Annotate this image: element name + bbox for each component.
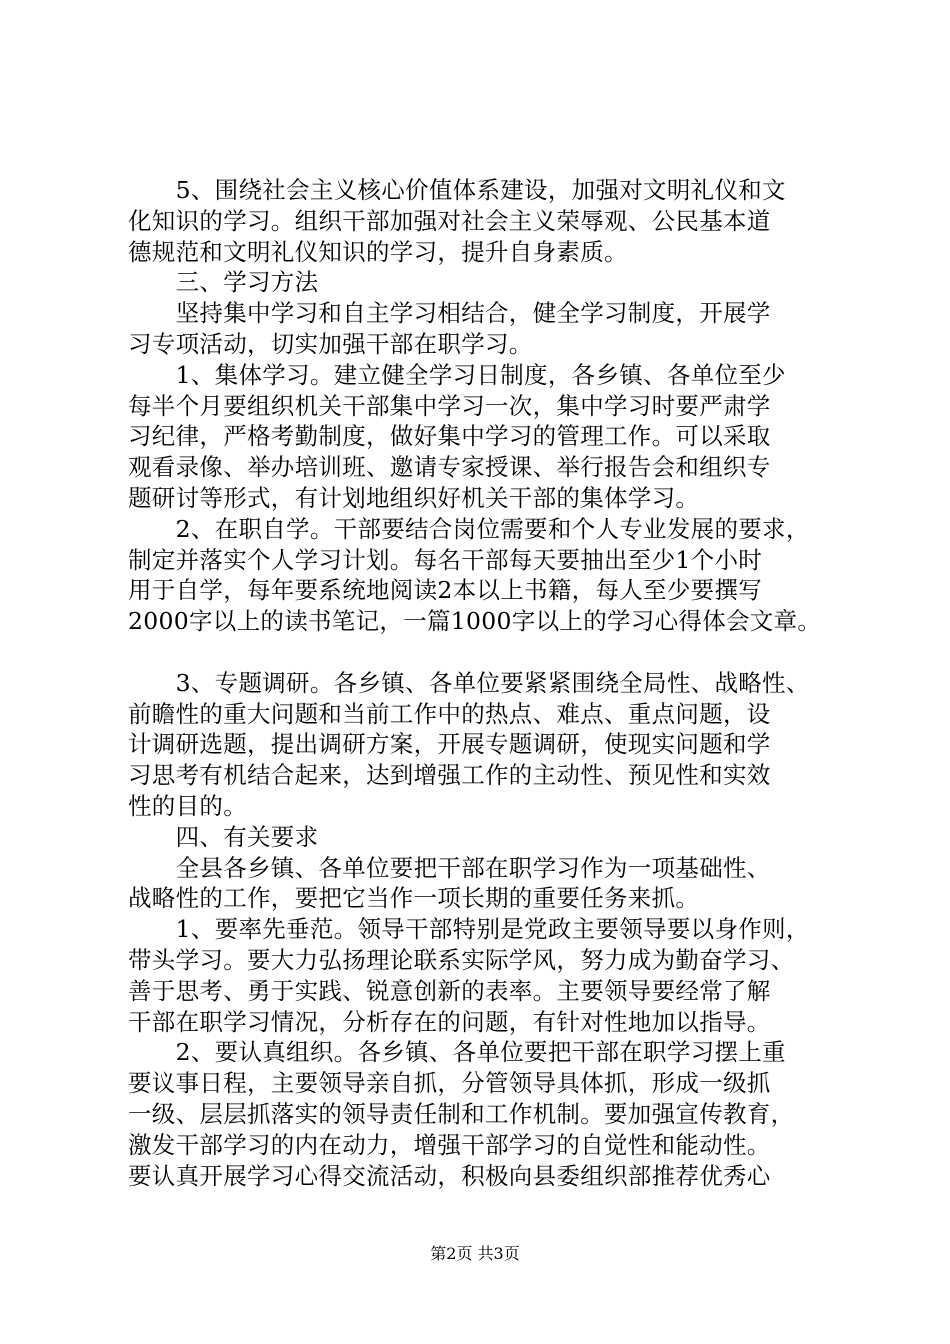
text-line: 德规范和文明礼仪知识的学习，提升自身素质。 <box>128 237 628 266</box>
page-footer: 第2页 共3页 <box>430 1244 520 1263</box>
text-line: 全县各乡镇、各单位要把干部在职学习作为一项基础性、 <box>128 853 771 882</box>
text-line: 2000字以上的读书笔记，一篇1000字以上的学习心得体会文章。 <box>128 607 822 636</box>
text-line: 习专项活动，切实加强干部在职学习。 <box>128 329 533 358</box>
text-line: 计调研选题，提出调研方案，开展专题调研，使现实问题和学 <box>128 730 771 759</box>
text-line: 战略性的工作，要把它当作一项长期的重要任务来抓。 <box>128 884 700 913</box>
text-line: 每半个月要组织机关干部集中学习一次，集中学习时要严肃学 <box>128 391 771 420</box>
text-line: 化知识的学习。组织干部加强对社会主义荣辱观、公民基本道 <box>128 206 771 235</box>
text-line: 3、专题调研。各乡镇、各单位要紧紧围绕全局性、战略性、 <box>128 668 810 697</box>
text-line: 前瞻性的重大问题和当前工作中的热点、难点、重点问题，设 <box>128 699 771 728</box>
text-line: 一级、层层抓落实的领导责任制和工作机制。要加强宣传教育， <box>128 1099 795 1128</box>
text-line: 坚持集中学习和自主学习相结合，健全学习制度，开展学 <box>128 299 771 328</box>
text-line: 要议事日程，主要领导亲自抓，分管领导具体抓，形成一级抓 <box>128 1069 771 1098</box>
text-line: 要认真开展学习心得交流活动，积极向县委组织部推荐优秀心 <box>128 1161 771 1190</box>
text-line: 激发干部学习的内在动力，增强干部学习的自觉性和能动性。 <box>128 1130 771 1159</box>
text-line: 2、在职自学。干部要结合岗位需要和个人专业发展的要求， <box>128 514 810 543</box>
blank-line <box>128 637 848 668</box>
text-line: 三、学习方法 <box>128 268 319 297</box>
text-line: 制定并落实个人学习计划。每名干部每天要抽出至少1个小时 <box>128 545 763 574</box>
text-line: 性的目的。 <box>128 791 247 820</box>
text-line: 习纪律，严格考勤制度，做好集中学习的管理工作。可以采取 <box>128 422 771 451</box>
text-line: 用于自学，每年要系统地阅读2本以上书籍，每人至少要撰写 <box>128 576 763 605</box>
text-line: 1、要率先垂范。领导干部特别是党政主要领导要以身作则， <box>128 915 810 944</box>
text-line: 题研讨等形式，有计划地组织好机关干部的集体学习。 <box>128 483 700 512</box>
text-line: 2、要认真组织。各乡镇、各单位要把干部在职学习摆上重 <box>128 1038 786 1067</box>
text-line: 习思考有机结合起来，达到增强工作的主动性、预见性和实效 <box>128 761 771 790</box>
text-line: 5、围绕社会主义核心价值体系建设，加强对文明礼仪和文 <box>128 176 786 204</box>
text-line: 观看录像、举办培训班、邀请专家授课、举行报告会和组织专 <box>128 453 771 482</box>
text-line: 善于思考、勇于实践、锐意创新的表率。主要领导要经常了解 <box>128 976 771 1005</box>
text-line: 带头学习。要大力弘扬理论联系实际学风，努力成为勤奋学习、 <box>128 945 795 974</box>
text-line: 1、集体学习。建立健全学习日制度，各乡镇、各单位至少 <box>128 360 786 389</box>
text-line: 干部在职学习情况，分析存在的问题，有针对性地加以指导。 <box>128 1007 771 1036</box>
text-line: 四、有关要求 <box>128 822 319 851</box>
document-body <box>128 175 848 1191</box>
